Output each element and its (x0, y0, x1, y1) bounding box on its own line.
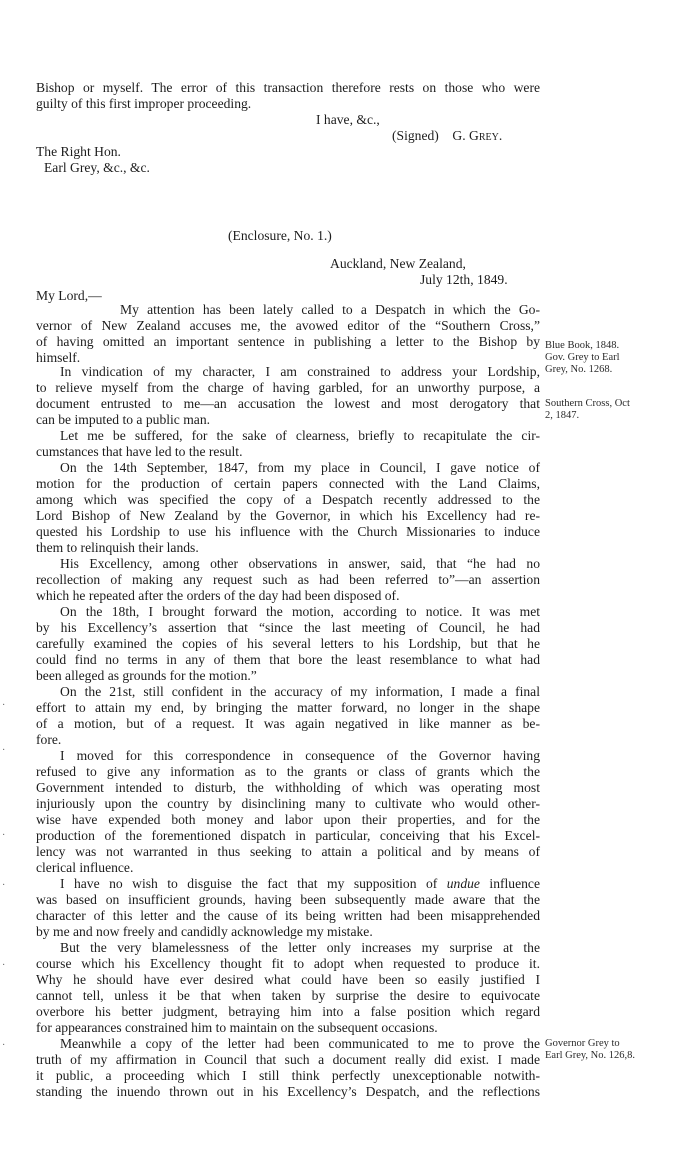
margin-note: Southern Cross, Oct (545, 398, 630, 409)
body-line: effort to attain my end, by bringing the matter forward, no longer in the shape (36, 700, 540, 715)
body-line: Government intended to disturb, the withholding of which was operating most (36, 780, 540, 795)
body-line: But the very blamelessness of the letter only increases my surprise at the (60, 940, 540, 955)
body-line: them to relinquish their lands. (36, 540, 199, 555)
body-line: Why he should have ever desired what could have been so easily justified I (36, 972, 540, 987)
margin-note: Grey, No. 1268. (545, 364, 613, 375)
body-line: Let me be suffered, for the sake of clearness, briefly to recapitulate the cir- (60, 428, 540, 443)
body-line: Bishop or myself. The error of this transaction therefore rests on those who were (36, 80, 540, 95)
body-line: In vindication of my character, I am constrained to address your Lordship, (60, 364, 540, 379)
body-line: recollection of making any request such as had been referred to”—an assertion (36, 572, 540, 587)
body-line: Lord Bishop of New Zealand by the Governor, in which his Excellency had re- (36, 508, 540, 523)
body-line: cannot tell, unless it be that when taken by surprise the desire to equivocate (36, 988, 540, 1003)
body-line: On the 21st, still confident in the accuracy of my information, I made a final (60, 684, 540, 699)
body-line: I moved for this correspondence in consequence of the Governor having (60, 748, 540, 763)
body-line: fore. (36, 732, 62, 747)
body-line: it public, a proceeding which I still think perfectly unexceptionable notwith- (36, 1068, 540, 1083)
body-line: wise have expended both money and labor upon their properties, and for the (36, 812, 540, 827)
body-line: was based on insufficient grounds, having been subsequently made aware that the (36, 892, 540, 907)
body-line: of a motion, but of a request. It was again negatived in like manner as be- (36, 716, 540, 731)
body-line: motion for the production of certain papers connected with the Land Claims, (36, 476, 540, 491)
enclosure-place: Auckland, New Zealand, (330, 256, 466, 271)
body-line: lency was not warranted in thus seeking to attain a political and by means of (36, 844, 540, 859)
body-line: himself. (36, 350, 81, 365)
margin-note: Gov. Grey to Earl (545, 352, 620, 363)
body-line: could find no terms in any of them that bore the least resemblance to what had (36, 652, 540, 667)
body-line: On the 14th September, 1847, from my place in Council, I gave notice of (60, 460, 540, 475)
scan-mark: · (2, 1040, 6, 1051)
scan-mark: · (2, 745, 6, 756)
salutation: My Lord,— (36, 288, 102, 303)
body-line: to relieve myself from the charge of having garbled, for an unworthy purpose, a (36, 380, 540, 395)
body-line: clerical influence. (36, 860, 134, 875)
body-line: vernor of New Zealand accuses me, the avowed editor of the “Southern Cross,” (36, 318, 540, 333)
scan-mark: · (2, 700, 6, 711)
signed-label: (Signed) (392, 128, 439, 143)
body-line: guilty of this first improper proceeding. (36, 96, 252, 111)
body-line: of having omitted an important sentence in publishing a letter to the Bishop by (36, 334, 540, 349)
addressee-line: Earl Grey, &c., &c. (44, 160, 150, 175)
enclosure-title: (Enclosure, No. 1.) (228, 228, 332, 243)
scan-mark: · (2, 960, 6, 971)
body-line (60, 876, 540, 892)
body-line: quested his Lordship to use his influence with the Church Missionaries to induce (36, 524, 540, 539)
body-line: for appearances constrained him to maintain on the subsequent occasions. (36, 1020, 438, 1035)
body-line: overbore his better judgment, betraying him into a false position which regard (36, 1004, 540, 1019)
body-line: refused to give any information as to the grants or class of grants which the (36, 764, 540, 779)
body-line: His Excellency, among other observations in answer, said, that “he had no (60, 556, 540, 571)
closing-phrase: I have, &c., (316, 112, 380, 127)
body-line: production of the forementioned dispatch in particular, conceiving that his Excel- (36, 828, 540, 843)
scan-mark: · (2, 880, 6, 891)
scan-mark: · (2, 830, 6, 841)
margin-note: Earl Grey, No. 126,8. (545, 1050, 636, 1061)
body-line: course which his Excellency thought fit to adopt when requested to produce it. (36, 956, 540, 971)
body-line: injuriously upon the country by disinclining many to cultivate who would other- (36, 796, 540, 811)
body-line: truth of my affirmation in Council that such a document really did exist. I made (36, 1052, 540, 1067)
body-line: Meanwhile a copy of the letter had been communicated to me to prove the (60, 1036, 540, 1051)
body-line: among which was specified the copy of a Despatch recently addressed to the (36, 492, 540, 507)
enclosure-date: July 12th, 1849. (420, 272, 508, 287)
signature-line (392, 128, 502, 144)
body-line: which he repeated after the orders of the day had been disposed of. (36, 588, 400, 603)
body-line: standing the inuendo thrown out in his Excellency’s Despatch, and the reflections (36, 1084, 540, 1099)
body-line: can be imputed to a public man. (36, 412, 211, 427)
body-line: by me and now freely and candidly acknowledge my mistake. (36, 924, 373, 939)
body-line: character of this letter and the cause of its being written had been misapprehended (36, 908, 540, 923)
emphasis-word: undue (446, 876, 480, 891)
margin-note: 2, 1847. (545, 410, 580, 421)
body-line: cumstances that have led to the result. (36, 444, 243, 459)
body-line: document entrusted to me—an accusation the lowest and most derogatory that (36, 396, 540, 411)
margin-note: Blue Book, 1848. (545, 340, 620, 351)
body-line: carefully examined the copies of his several letters to his Lordship, but that he (36, 636, 540, 651)
body-line: On the 18th, I brought forward the motion, according to notice. It was met (60, 604, 540, 619)
body-line: My attention has been lately called to a Despatch in which the Go- (120, 302, 540, 317)
body-line: by his Excellency’s assertion that “since the last meeting of Council, he had (36, 620, 540, 635)
body-fragment: influence (479, 876, 540, 891)
body-fragment: I have no wish to disguise the fact that my supposition of (60, 876, 447, 891)
margin-note: Governor Grey to (545, 1038, 620, 1049)
signer-name: G. Grey. (452, 128, 503, 143)
addressee-line: The Right Hon. (36, 144, 121, 159)
body-line: been alleged as grounds for the motion.” (36, 668, 257, 683)
